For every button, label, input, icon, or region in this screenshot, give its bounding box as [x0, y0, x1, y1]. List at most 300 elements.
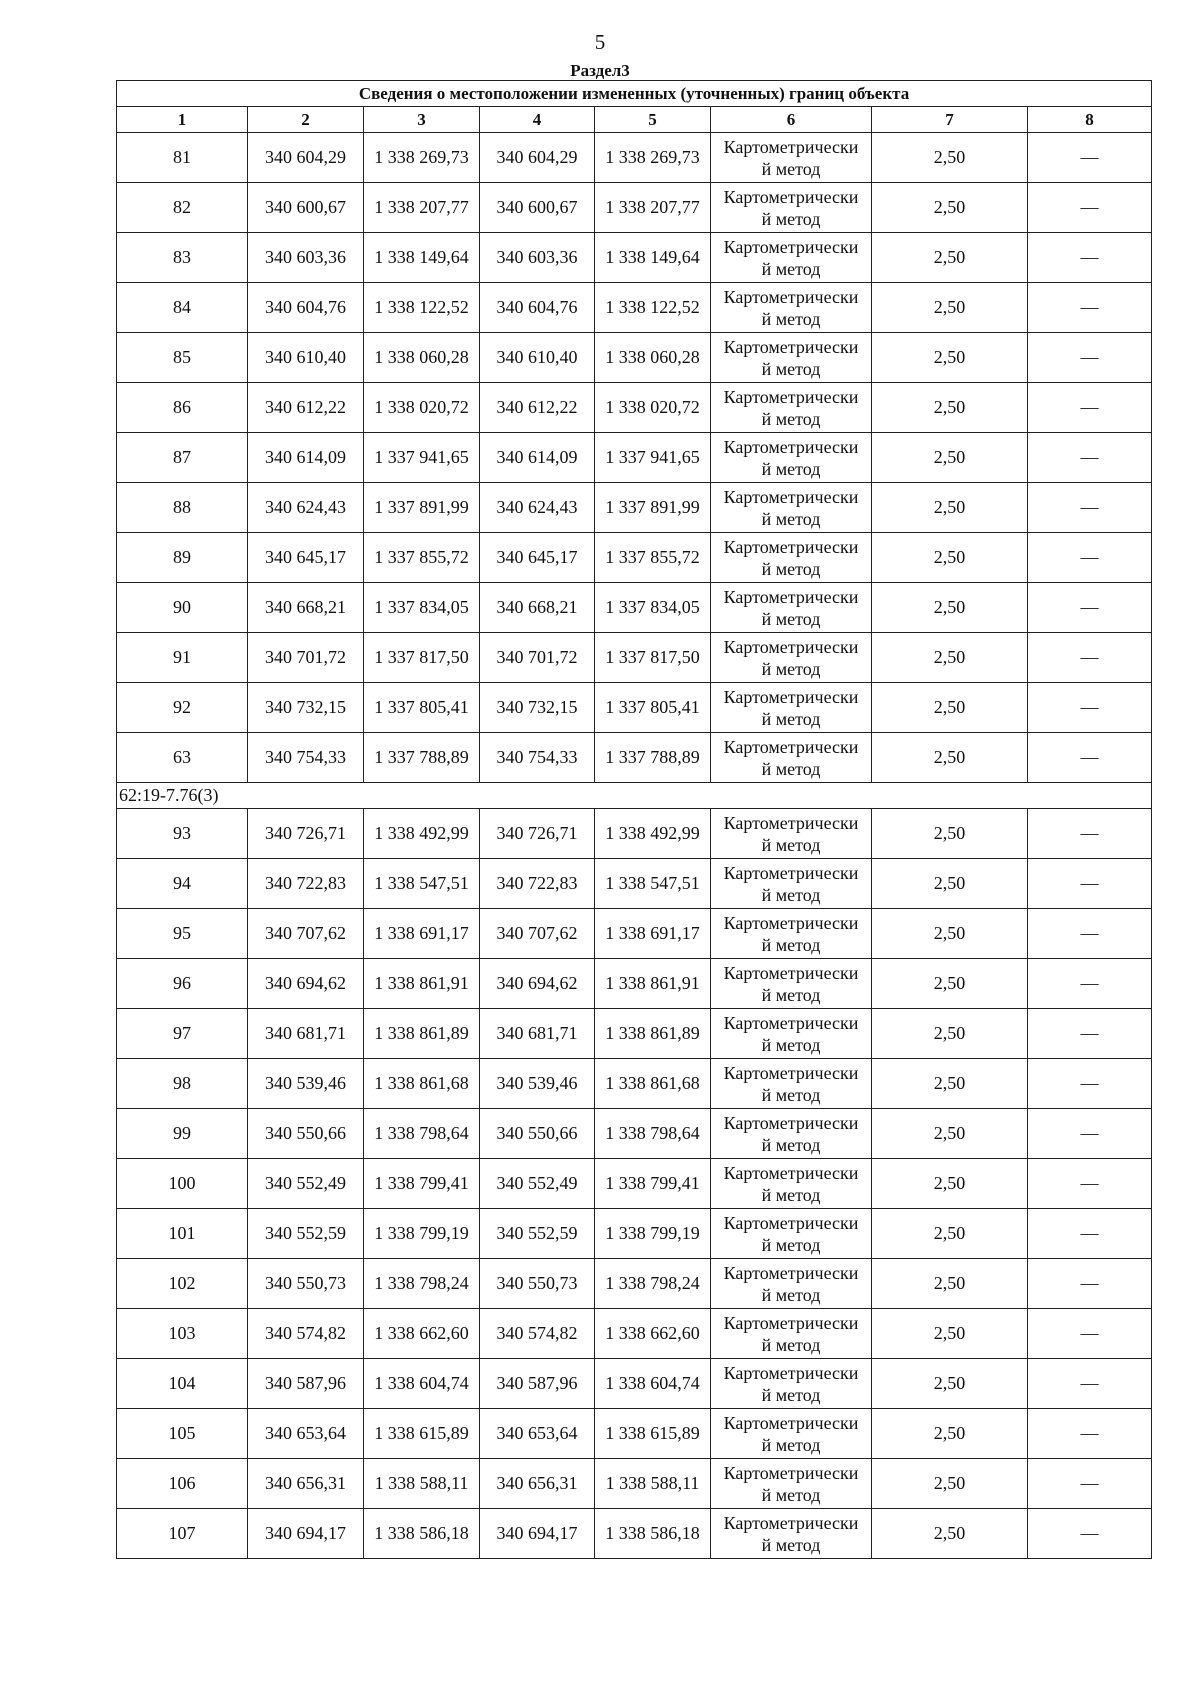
description-cell: —: [1028, 533, 1152, 583]
method-line-1: Картометрически: [723, 286, 859, 307]
x-old-cell: 340 681,71: [248, 1009, 364, 1059]
description-cell: —: [1028, 1459, 1152, 1509]
table-row: [117, 483, 1152, 533]
point-number-cell: 91: [117, 633, 248, 683]
y-new-cell: 1 337 834,05: [595, 583, 711, 633]
accuracy-cell: 2,50: [872, 583, 1028, 633]
method-cell: [711, 1459, 872, 1509]
point-number-cell: 101: [117, 1209, 248, 1259]
y-new-cell: 1 338 020,72: [595, 383, 711, 433]
y-old-cell: 1 338 798,24: [364, 1259, 480, 1309]
method-line-2: й метод: [761, 1134, 821, 1155]
method-cell: [711, 1409, 872, 1459]
column-number: 5: [595, 107, 711, 133]
table-row: [117, 133, 1152, 183]
method-line-2: й метод: [761, 1384, 821, 1405]
x-old-cell: 340 726,71: [248, 809, 364, 859]
description-cell: —: [1028, 1059, 1152, 1109]
description-cell: —: [1028, 383, 1152, 433]
point-number-cell: 106: [117, 1459, 248, 1509]
y-old-cell: 1 338 020,72: [364, 383, 480, 433]
method-cell: [711, 959, 872, 1009]
table-caption: Сведения о местоположении измененных (уточненных) границ объекта: [117, 81, 1152, 107]
method-cell: [711, 533, 872, 583]
method-line-1: Картометрически: [723, 636, 859, 657]
y-old-cell: 1 338 799,41: [364, 1159, 480, 1209]
point-number-cell: 85: [117, 333, 248, 383]
x-new-cell: 340 610,40: [480, 333, 595, 383]
x-new-cell: 340 694,62: [480, 959, 595, 1009]
y-new-cell: 1 337 855,72: [595, 533, 711, 583]
y-old-cell: 1 338 586,18: [364, 1509, 480, 1559]
point-number-cell: 102: [117, 1259, 248, 1309]
description-cell: —: [1028, 1409, 1152, 1459]
method-line-1: Картометрически: [723, 1412, 859, 1433]
table-row: [117, 683, 1152, 733]
y-old-cell: 1 338 060,28: [364, 333, 480, 383]
x-new-cell: 340 668,21: [480, 583, 595, 633]
method-cell: [711, 333, 872, 383]
method-line-2: й метод: [761, 1284, 821, 1305]
x-old-cell: 340 722,83: [248, 859, 364, 909]
x-old-cell: 340 603,36: [248, 233, 364, 283]
table-row: [117, 1409, 1152, 1459]
description-cell: —: [1028, 959, 1152, 1009]
method-line-1: Картометрически: [723, 812, 859, 833]
y-old-cell: 1 338 861,89: [364, 1009, 480, 1059]
point-number-cell: 97: [117, 1009, 248, 1059]
x-new-cell: 340 604,76: [480, 283, 595, 333]
table-row: [117, 1309, 1152, 1359]
x-new-cell: 340 656,31: [480, 1459, 595, 1509]
y-new-cell: 1 337 805,41: [595, 683, 711, 733]
table-row: [117, 633, 1152, 683]
description-cell: —: [1028, 283, 1152, 333]
accuracy-cell: 2,50: [872, 683, 1028, 733]
table-body: [117, 133, 1152, 1559]
accuracy-cell: 2,50: [872, 283, 1028, 333]
method-cell: [711, 1309, 872, 1359]
x-old-cell: 340 614,09: [248, 433, 364, 483]
accuracy-cell: 2,50: [872, 183, 1028, 233]
description-cell: —: [1028, 1109, 1152, 1159]
method-line-2: й метод: [761, 558, 821, 579]
y-old-cell: 1 337 941,65: [364, 433, 480, 483]
method-line-1: Картометрически: [723, 486, 859, 507]
point-number-cell: 87: [117, 433, 248, 483]
x-old-cell: 340 668,21: [248, 583, 364, 633]
method-line-2: й метод: [761, 708, 821, 729]
x-new-cell: 340 539,46: [480, 1059, 595, 1109]
method-line-1: Картометрически: [723, 1262, 859, 1283]
method-line-1: Картометрически: [723, 1362, 859, 1383]
method-line-1: Картометрически: [723, 386, 859, 407]
y-new-cell: 1 338 207,77: [595, 183, 711, 233]
x-new-cell: 340 754,33: [480, 733, 595, 783]
accuracy-cell: 2,50: [872, 1009, 1028, 1059]
method-line-1: Картометрически: [723, 912, 859, 933]
method-line-2: й метод: [761, 358, 821, 379]
accuracy-cell: 2,50: [872, 1109, 1028, 1159]
accuracy-cell: 2,50: [872, 633, 1028, 683]
x-new-cell: 340 681,71: [480, 1009, 595, 1059]
x-new-cell: 340 604,29: [480, 133, 595, 183]
description-cell: —: [1028, 1159, 1152, 1209]
method-line-1: Картометрически: [723, 1162, 859, 1183]
point-number-cell: 103: [117, 1309, 248, 1359]
point-number-cell: 99: [117, 1109, 248, 1159]
y-new-cell: 1 338 604,74: [595, 1359, 711, 1409]
point-number-cell: 83: [117, 233, 248, 283]
accuracy-cell: 2,50: [872, 1309, 1028, 1359]
description-cell: —: [1028, 909, 1152, 959]
description-cell: —: [1028, 1209, 1152, 1259]
accuracy-cell: 2,50: [872, 909, 1028, 959]
point-number-cell: 84: [117, 283, 248, 333]
y-new-cell: 1 338 149,64: [595, 233, 711, 283]
y-new-cell: 1 338 799,41: [595, 1159, 711, 1209]
point-number-cell: 63: [117, 733, 248, 783]
point-number-cell: 82: [117, 183, 248, 233]
x-old-cell: 340 574,82: [248, 1309, 364, 1359]
method-line-2: й метод: [761, 508, 821, 529]
section-title: Раздел3: [570, 61, 630, 80]
point-number-cell: 93: [117, 809, 248, 859]
method-line-1: Картометрически: [723, 862, 859, 883]
x-new-cell: 340 653,64: [480, 1409, 595, 1459]
x-new-cell: 340 574,82: [480, 1309, 595, 1359]
description-cell: —: [1028, 1359, 1152, 1409]
x-old-cell: 340 754,33: [248, 733, 364, 783]
accuracy-cell: 2,50: [872, 233, 1028, 283]
method-line-1: Картометрически: [723, 186, 859, 207]
method-cell: [711, 733, 872, 783]
accuracy-cell: 2,50: [872, 809, 1028, 859]
group-label-row: [117, 783, 1152, 809]
group-label: 62:19-7.76(3): [117, 783, 1152, 809]
y-new-cell: 1 338 588,11: [595, 1459, 711, 1509]
method-line-2: й метод: [761, 208, 821, 229]
accuracy-cell: 2,50: [872, 1209, 1028, 1259]
y-new-cell: 1 338 122,52: [595, 283, 711, 333]
accuracy-cell: 2,50: [872, 133, 1028, 183]
x-new-cell: 340 707,62: [480, 909, 595, 959]
method-line-2: й метод: [761, 1184, 821, 1205]
table-row: [117, 283, 1152, 333]
y-old-cell: 1 338 149,64: [364, 233, 480, 283]
table-row: [117, 233, 1152, 283]
method-line-2: й метод: [761, 884, 821, 905]
y-old-cell: 1 338 604,74: [364, 1359, 480, 1409]
method-line-2: й метод: [761, 1084, 821, 1105]
x-old-cell: 340 600,67: [248, 183, 364, 233]
method-line-1: Картометрически: [723, 336, 859, 357]
method-cell: [711, 1259, 872, 1309]
table-row: [117, 383, 1152, 433]
method-line-2: й метод: [761, 308, 821, 329]
table-row: [117, 1259, 1152, 1309]
x-new-cell: 340 624,43: [480, 483, 595, 533]
table-row: [117, 1159, 1152, 1209]
x-new-cell: 340 722,83: [480, 859, 595, 909]
method-line-2: й метод: [761, 658, 821, 679]
method-line-2: й метод: [761, 158, 821, 179]
point-number-cell: 89: [117, 533, 248, 583]
point-number-cell: 95: [117, 909, 248, 959]
table-row: [117, 1509, 1152, 1559]
method-line-2: й метод: [761, 1334, 821, 1355]
x-old-cell: 340 552,59: [248, 1209, 364, 1259]
method-line-2: й метод: [761, 1484, 821, 1505]
accuracy-cell: 2,50: [872, 1509, 1028, 1559]
method-line-2: й метод: [761, 1034, 821, 1055]
y-new-cell: 1 338 799,19: [595, 1209, 711, 1259]
table-row: [117, 1109, 1152, 1159]
method-cell: [711, 909, 872, 959]
y-new-cell: 1 337 788,89: [595, 733, 711, 783]
column-number: 4: [480, 107, 595, 133]
method-cell: [711, 483, 872, 533]
column-number: 1: [117, 107, 248, 133]
x-old-cell: 340 694,17: [248, 1509, 364, 1559]
accuracy-cell: 2,50: [872, 1059, 1028, 1109]
y-old-cell: 1 338 269,73: [364, 133, 480, 183]
method-line-1: Картометрически: [723, 1062, 859, 1083]
x-new-cell: 340 550,73: [480, 1259, 595, 1309]
y-new-cell: 1 338 060,28: [595, 333, 711, 383]
y-new-cell: 1 338 615,89: [595, 1409, 711, 1459]
x-old-cell: 340 550,73: [248, 1259, 364, 1309]
method-line-1: Картометрически: [723, 1112, 859, 1133]
accuracy-cell: 2,50: [872, 533, 1028, 583]
method-cell: [711, 1359, 872, 1409]
x-new-cell: 340 587,96: [480, 1359, 595, 1409]
x-new-cell: 340 552,59: [480, 1209, 595, 1259]
x-old-cell: 340 707,62: [248, 909, 364, 959]
y-old-cell: 1 337 891,99: [364, 483, 480, 533]
method-cell: [711, 683, 872, 733]
column-number-row: [117, 107, 1152, 133]
method-cell: [711, 133, 872, 183]
method-line-2: й метод: [761, 258, 821, 279]
method-line-1: Картометрически: [723, 686, 859, 707]
y-new-cell: 1 338 861,89: [595, 1009, 711, 1059]
accuracy-cell: 2,50: [872, 1359, 1028, 1409]
accuracy-cell: 2,50: [872, 483, 1028, 533]
y-old-cell: 1 338 691,17: [364, 909, 480, 959]
x-new-cell: 340 550,66: [480, 1109, 595, 1159]
method-line-2: й метод: [761, 1434, 821, 1455]
method-cell: [711, 633, 872, 683]
method-cell: [711, 283, 872, 333]
accuracy-cell: 2,50: [872, 433, 1028, 483]
description-cell: —: [1028, 433, 1152, 483]
y-new-cell: 1 337 941,65: [595, 433, 711, 483]
point-number-cell: 100: [117, 1159, 248, 1209]
point-number-cell: 104: [117, 1359, 248, 1409]
x-new-cell: 340 603,36: [480, 233, 595, 283]
method-cell: [711, 1109, 872, 1159]
y-old-cell: 1 338 588,11: [364, 1459, 480, 1509]
table-row: [117, 1009, 1152, 1059]
x-new-cell: 340 614,09: [480, 433, 595, 483]
table-row: [117, 433, 1152, 483]
method-cell: [711, 383, 872, 433]
x-old-cell: 340 610,40: [248, 333, 364, 383]
accuracy-cell: 2,50: [872, 1409, 1028, 1459]
x-new-cell: 340 694,17: [480, 1509, 595, 1559]
x-old-cell: 340 550,66: [248, 1109, 364, 1159]
method-cell: [711, 1509, 872, 1559]
coordinates-table: [116, 80, 1152, 1559]
description-cell: —: [1028, 1259, 1152, 1309]
method-line-2: й метод: [761, 758, 821, 779]
method-cell: [711, 183, 872, 233]
y-old-cell: 1 338 799,19: [364, 1209, 480, 1259]
x-new-cell: 340 612,22: [480, 383, 595, 433]
x-new-cell: 340 732,15: [480, 683, 595, 733]
method-line-1: Картометрически: [723, 1012, 859, 1033]
description-cell: —: [1028, 183, 1152, 233]
y-new-cell: 1 337 817,50: [595, 633, 711, 683]
x-old-cell: 340 653,64: [248, 1409, 364, 1459]
table-row: [117, 859, 1152, 909]
y-new-cell: 1 338 691,17: [595, 909, 711, 959]
method-cell: [711, 583, 872, 633]
accuracy-cell: 2,50: [872, 1259, 1028, 1309]
column-number: 3: [364, 107, 480, 133]
x-old-cell: 340 732,15: [248, 683, 364, 733]
y-old-cell: 1 337 805,41: [364, 683, 480, 733]
method-line-1: Картометрически: [723, 1462, 859, 1483]
description-cell: —: [1028, 483, 1152, 533]
page-number: 5: [594, 30, 606, 54]
y-old-cell: 1 338 861,91: [364, 959, 480, 1009]
table-row: [117, 1059, 1152, 1109]
table-row: [117, 333, 1152, 383]
y-new-cell: 1 338 861,91: [595, 959, 711, 1009]
method-line-2: й метод: [761, 834, 821, 855]
y-old-cell: 1 338 662,60: [364, 1309, 480, 1359]
point-number-cell: 86: [117, 383, 248, 433]
method-cell: [711, 1009, 872, 1059]
x-new-cell: 340 600,67: [480, 183, 595, 233]
y-old-cell: 1 337 788,89: [364, 733, 480, 783]
y-new-cell: 1 338 662,60: [595, 1309, 711, 1359]
x-new-cell: 340 726,71: [480, 809, 595, 859]
x-old-cell: 340 656,31: [248, 1459, 364, 1509]
x-old-cell: 340 694,62: [248, 959, 364, 1009]
x-old-cell: 340 612,22: [248, 383, 364, 433]
method-cell: [711, 1059, 872, 1109]
method-cell: [711, 859, 872, 909]
x-old-cell: 340 701,72: [248, 633, 364, 683]
accuracy-cell: 2,50: [872, 959, 1028, 1009]
method-line-2: й метод: [761, 1234, 821, 1255]
method-line-1: Картометрически: [723, 962, 859, 983]
accuracy-cell: 2,50: [872, 859, 1028, 909]
x-old-cell: 340 539,46: [248, 1059, 364, 1109]
table-row: [117, 809, 1152, 859]
table-row: [117, 533, 1152, 583]
column-number: 2: [248, 107, 364, 133]
point-number-cell: 96: [117, 959, 248, 1009]
point-number-cell: 90: [117, 583, 248, 633]
method-line-2: й метод: [761, 608, 821, 629]
description-cell: —: [1028, 1009, 1152, 1059]
point-number-cell: 98: [117, 1059, 248, 1109]
x-old-cell: 340 604,76: [248, 283, 364, 333]
method-line-1: Картометрически: [723, 1312, 859, 1333]
method-cell: [711, 1209, 872, 1259]
accuracy-cell: 2,50: [872, 1459, 1028, 1509]
description-cell: —: [1028, 809, 1152, 859]
column-number: 7: [872, 107, 1028, 133]
method-line-1: Картометрически: [723, 136, 859, 157]
x-new-cell: 340 645,17: [480, 533, 595, 583]
method-line-2: й метод: [761, 934, 821, 955]
y-new-cell: 1 338 798,24: [595, 1259, 711, 1309]
y-new-cell: 1 338 798,64: [595, 1109, 711, 1159]
accuracy-cell: 2,50: [872, 383, 1028, 433]
point-number-cell: 92: [117, 683, 248, 733]
description-cell: —: [1028, 683, 1152, 733]
point-number-cell: 88: [117, 483, 248, 533]
table-row: [117, 959, 1152, 1009]
method-line-1: Картометрически: [723, 1212, 859, 1233]
y-old-cell: 1 338 122,52: [364, 283, 480, 333]
x-old-cell: 340 552,49: [248, 1159, 364, 1209]
method-line-2: й метод: [761, 458, 821, 479]
y-old-cell: 1 337 834,05: [364, 583, 480, 633]
method-line-1: Картометрически: [723, 536, 859, 557]
x-old-cell: 340 604,29: [248, 133, 364, 183]
y-new-cell: 1 338 861,68: [595, 1059, 711, 1109]
y-new-cell: 1 338 547,51: [595, 859, 711, 909]
method-cell: [711, 809, 872, 859]
accuracy-cell: 2,50: [872, 1159, 1028, 1209]
point-number-cell: 107: [117, 1509, 248, 1559]
point-number-cell: 81: [117, 133, 248, 183]
x-old-cell: 340 624,43: [248, 483, 364, 533]
method-line-2: й метод: [761, 408, 821, 429]
description-cell: —: [1028, 1309, 1152, 1359]
table-row: [117, 1359, 1152, 1409]
description-cell: —: [1028, 859, 1152, 909]
y-new-cell: 1 338 586,18: [595, 1509, 711, 1559]
description-cell: —: [1028, 233, 1152, 283]
table-row: [117, 183, 1152, 233]
x-new-cell: 340 552,49: [480, 1159, 595, 1209]
description-cell: —: [1028, 633, 1152, 683]
method-line-2: й метод: [761, 1534, 821, 1555]
point-number-cell: 94: [117, 859, 248, 909]
description-cell: —: [1028, 133, 1152, 183]
method-cell: [711, 433, 872, 483]
y-old-cell: 1 338 798,64: [364, 1109, 480, 1159]
x-old-cell: 340 645,17: [248, 533, 364, 583]
table-row: [117, 733, 1152, 783]
table-row: [117, 909, 1152, 959]
y-old-cell: 1 338 207,77: [364, 183, 480, 233]
description-cell: —: [1028, 733, 1152, 783]
y-old-cell: 1 338 615,89: [364, 1409, 480, 1459]
method-line-1: Картометрически: [723, 236, 859, 257]
method-line-2: й метод: [761, 984, 821, 1005]
y-old-cell: 1 337 855,72: [364, 533, 480, 583]
method-cell: [711, 1159, 872, 1209]
method-line-1: Картометрически: [723, 736, 859, 757]
